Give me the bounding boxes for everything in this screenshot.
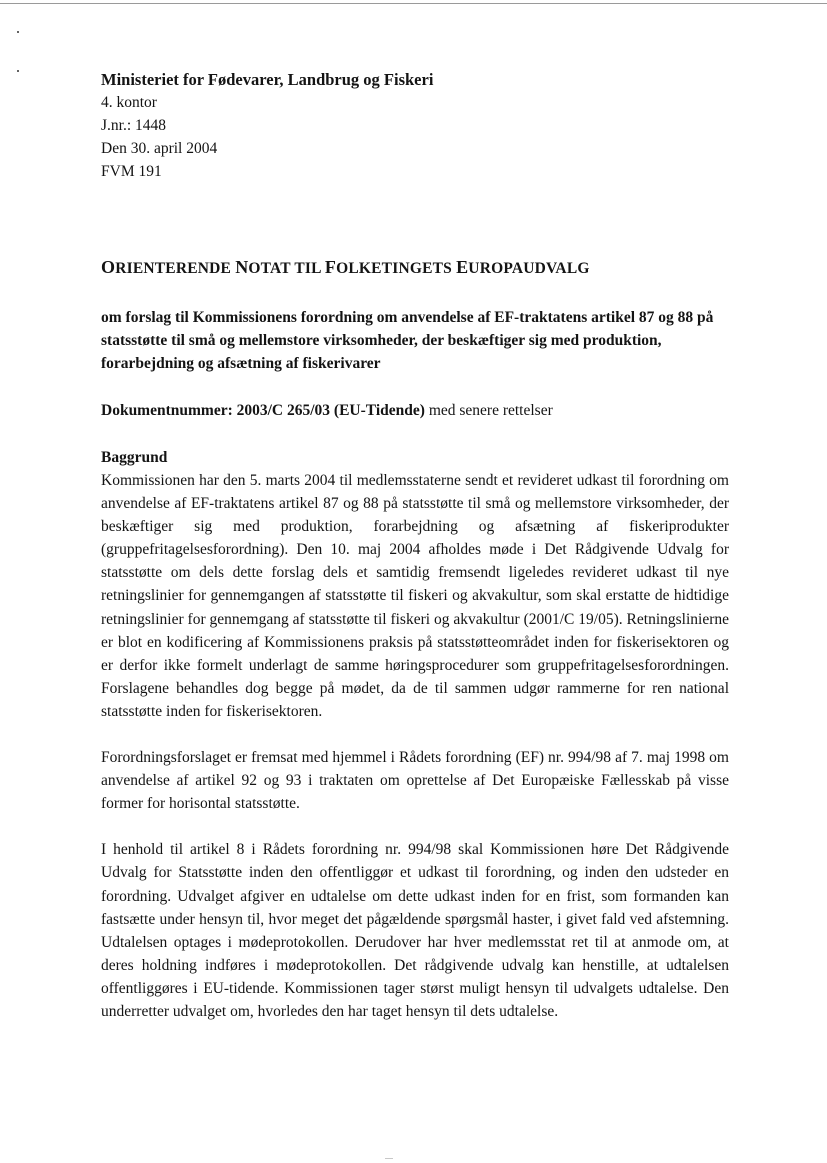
body-paragraph: Forordningsforslaget er fremsat med hjemmel i Rådets forordning (EF) nr. 994/98 af 7. maj 1998 om anvendelse af artikel 92 og 93 i traktaten om oprettelse af Det Europæiske Fællesskab på visse former for horisontal statsstøtte. bbox=[101, 749, 729, 813]
reference-code: FVM 191 bbox=[101, 163, 162, 180]
notat-title: ORIENTERENDE NOTAT TIL FOLKETINGETS EUROPAUDVALG bbox=[101, 257, 590, 277]
journal-number: J.nr.: 1448 bbox=[101, 117, 167, 134]
body-paragraph: Kommissionen har den 5. marts 2004 til medlemsstaterne sendt et revideret udkast til forordning om anvendelse af EF-traktatens artikel 87 og 88 på statsstøtte til små og mellemstore virksomheder, der beskæftiger sig med produktion, forarbejdning og afsætning af fiskeriprodukter (gruppefritagelsesforordning). Den 10. maj 2004 afholdes møde i Det Rådgivende Udvalg for statsstøtte om dels dette forslag dels et samtidig fremsendt ligeledes revideret udkast til nye retningslinier for gennemgangen af statsstøtte til fiskeri og akvakultur, som skal erstatte de hidtidige retningslinier for gennemgang af statsstøtte til fiskeri og akvakultur (2001/C 19/05). Retningslinierne er blot en kodificering af Kommissionens praksis på statsstøtteområdet inden for fiskerisektoren og er derfor ikke formelt underlagt de samme høringsprocedurer som gruppefritagelsesforordningen. Forslagene behandles dog begge på mødet, da de til sammen udgør rammerne for ren national statsstøtte inden for fiskerisektoren. bbox=[101, 472, 729, 720]
scan-dot bbox=[17, 31, 19, 33]
office-line: 4. kontor bbox=[101, 94, 157, 111]
document-number-suffix: med senere rettelser bbox=[424, 402, 553, 419]
scan-top-edge bbox=[0, 3, 827, 4]
section-heading: Baggrund bbox=[101, 449, 168, 466]
body-paragraph: I henhold til artikel 8 i Rådets forordning nr. 994/98 skal Kommissionen høre Det Rådgivende Udvalg for Statsstøtte inden den offentliggør et udkast til forordning, og inden den udsteder en forordning. Udvalget afgiver en udtalelse om dette udkast inden for en frist, som formanden kan fastsætte under hensyn til, hvor meget det pågældende spørgsmål haster, i givet fald ved afstemning. Udtalelsen optages i mødeprotokollen. Derudover har hver medlemsstat ret til at anmode om, at deres holdning indføres i mødeprotokollen. Det rådgivende udvalg kan henstille, at udtalelsen offentliggøres i EU-tidende. Kommissionen tager størst muligt hensyn til udvalgets udtalelse. Den underretter udvalget om, hvorledes den har taget hensyn til dets udtalelse. bbox=[101, 841, 729, 1020]
document-number bbox=[101, 399, 729, 422]
document-page bbox=[101, 68, 729, 1023]
scan-dot bbox=[17, 70, 19, 72]
subject-line: om forslag til Kommissionens forordning om anvendelse af EF-traktatens artikel 87 og 88 på statsstøtte til små og mellemstore virksomheder, der beskæftiger sig med produktion, forarbejdning og afsætning af fiskerivarer bbox=[101, 309, 714, 372]
document-date: Den 30. april 2004 bbox=[101, 140, 218, 157]
ministry-name: Ministeriet for Fødevarer, Landbrug og Fiskeri bbox=[101, 70, 434, 89]
letterhead bbox=[101, 68, 729, 183]
document-number-label: Dokumentnummer: 2003/C 265/03 (EU-Tidende) bbox=[101, 402, 425, 419]
scan-artifact bbox=[385, 1158, 393, 1159]
